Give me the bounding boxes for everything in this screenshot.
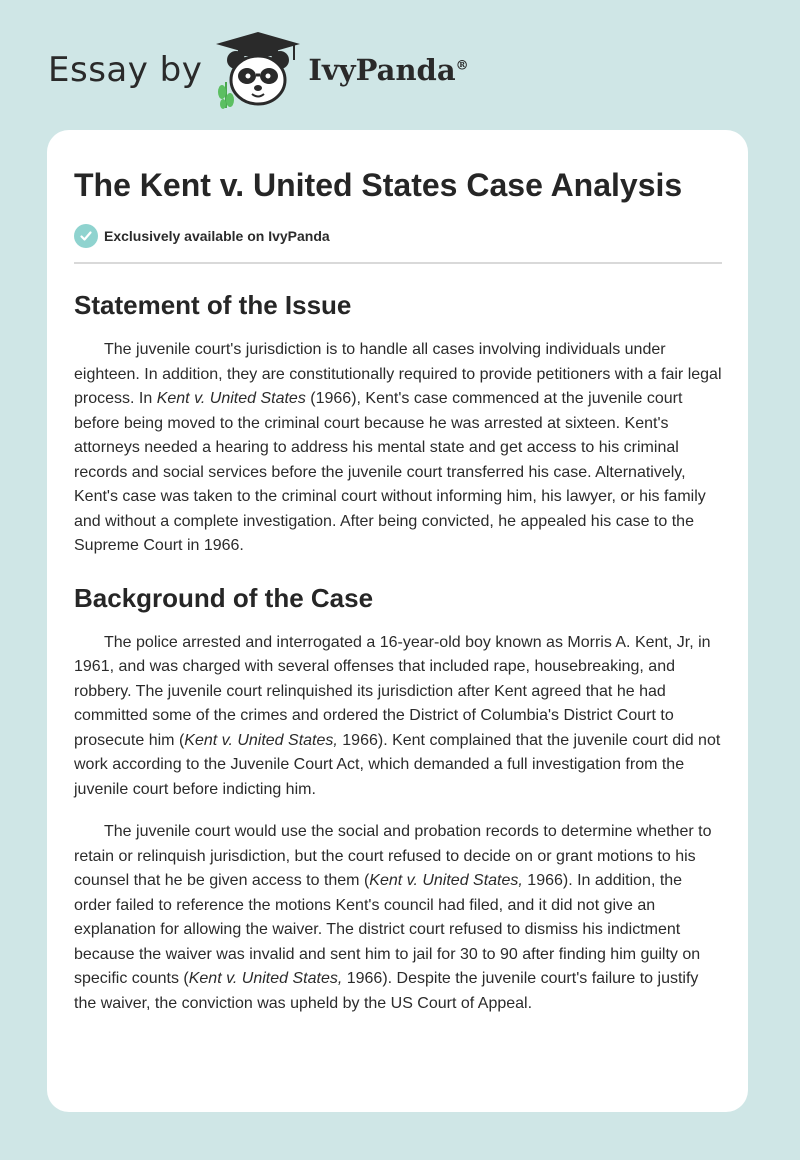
divider: [74, 262, 722, 264]
brand-name: [308, 53, 468, 87]
brand-prefix: Essay by: [48, 50, 203, 90]
paragraph-text: The juvenile court's jurisdiction is to handle all cases involving individuals under eighteen. In addition, they are constitutionally required to provide petitioners with a fair legal process. In: [74, 341, 722, 407]
paragraph-text: 1966). In addition, the order failed to reference the motions Kent's council had filed, and it did not give an explanation for allowing the waiver. The district court refused to dismiss his indictment because the waiver was invalid and sent him to jail for 30 to 90 after finding him guilty on specific counts (: [74, 872, 701, 987]
registered-mark: ®: [455, 58, 469, 74]
paragraph: [74, 631, 722, 803]
page-title: The Kent v. United States Case Analysis: [74, 167, 683, 203]
case-citation: Kent v. United States,: [369, 872, 523, 889]
case-citation: Kent v. United States: [156, 390, 306, 407]
section-heading: Statement of the Issue: [74, 290, 352, 320]
essay-card: [47, 130, 748, 1112]
paragraph-text: The police arrested and interrogated a 16-year-old boy known as Morris A. Kent, Jr, in 1961, and was charged with several offenses that included rape, housebreaking, and robbery. The juvenile court relinquished its jurisdiction after Kent agreed that he had committed some of the crimes and ordered the District of Columbia's District Court to prosecute him (: [74, 633, 711, 749]
paragraph-text: (1966), Kent's case commenced at the juvenile court before being moved to the criminal court because he was arrested at sixteen. Kent's attorneys needed a hearing to address his mental state and get access to his criminal records and social services before the juvenile court transferred his case. Alternatively, Kent's case was taken to the criminal court without informing him, his lawyer, or his family and without a complete investigation. After being convicted, he appealed his case to the Supreme Court in 1966.: [74, 390, 706, 554]
case-citation: Kent v. United States,: [184, 731, 338, 749]
exclusive-text: Exclusively available on IvyPanda: [104, 228, 330, 244]
paragraph-text: 1966). Despite the juvenile court's failure to justify the waiver, the conviction was upheld by the US Court of Appeal.: [74, 970, 699, 1012]
exclusive-badge: [74, 224, 722, 248]
section-background: [74, 581, 722, 1017]
brand-name-text: IvyPanda: [308, 53, 456, 87]
paragraph: [74, 338, 722, 559]
panda-logo-icon: [212, 30, 304, 110]
paragraph: [74, 820, 722, 1016]
section-statement-of-issue: [74, 288, 722, 559]
paragraph-text: 1966). Kent complained that the juvenile court did not work according to the Juvenile Court Act, which demanded a full investigation from the juvenile court before indicting him.: [74, 731, 721, 798]
section-heading: Background of the Case: [74, 582, 374, 613]
paragraph-text: The juvenile court would use the social and probation records to determine whether to retain or relinquish jurisdiction, but the court refused to decide on or grant motions to his counsel that he be given access to them (: [74, 823, 712, 889]
check-icon: [74, 224, 98, 248]
brand-header: [48, 30, 469, 110]
case-citation: Kent v. United States,: [188, 970, 343, 987]
